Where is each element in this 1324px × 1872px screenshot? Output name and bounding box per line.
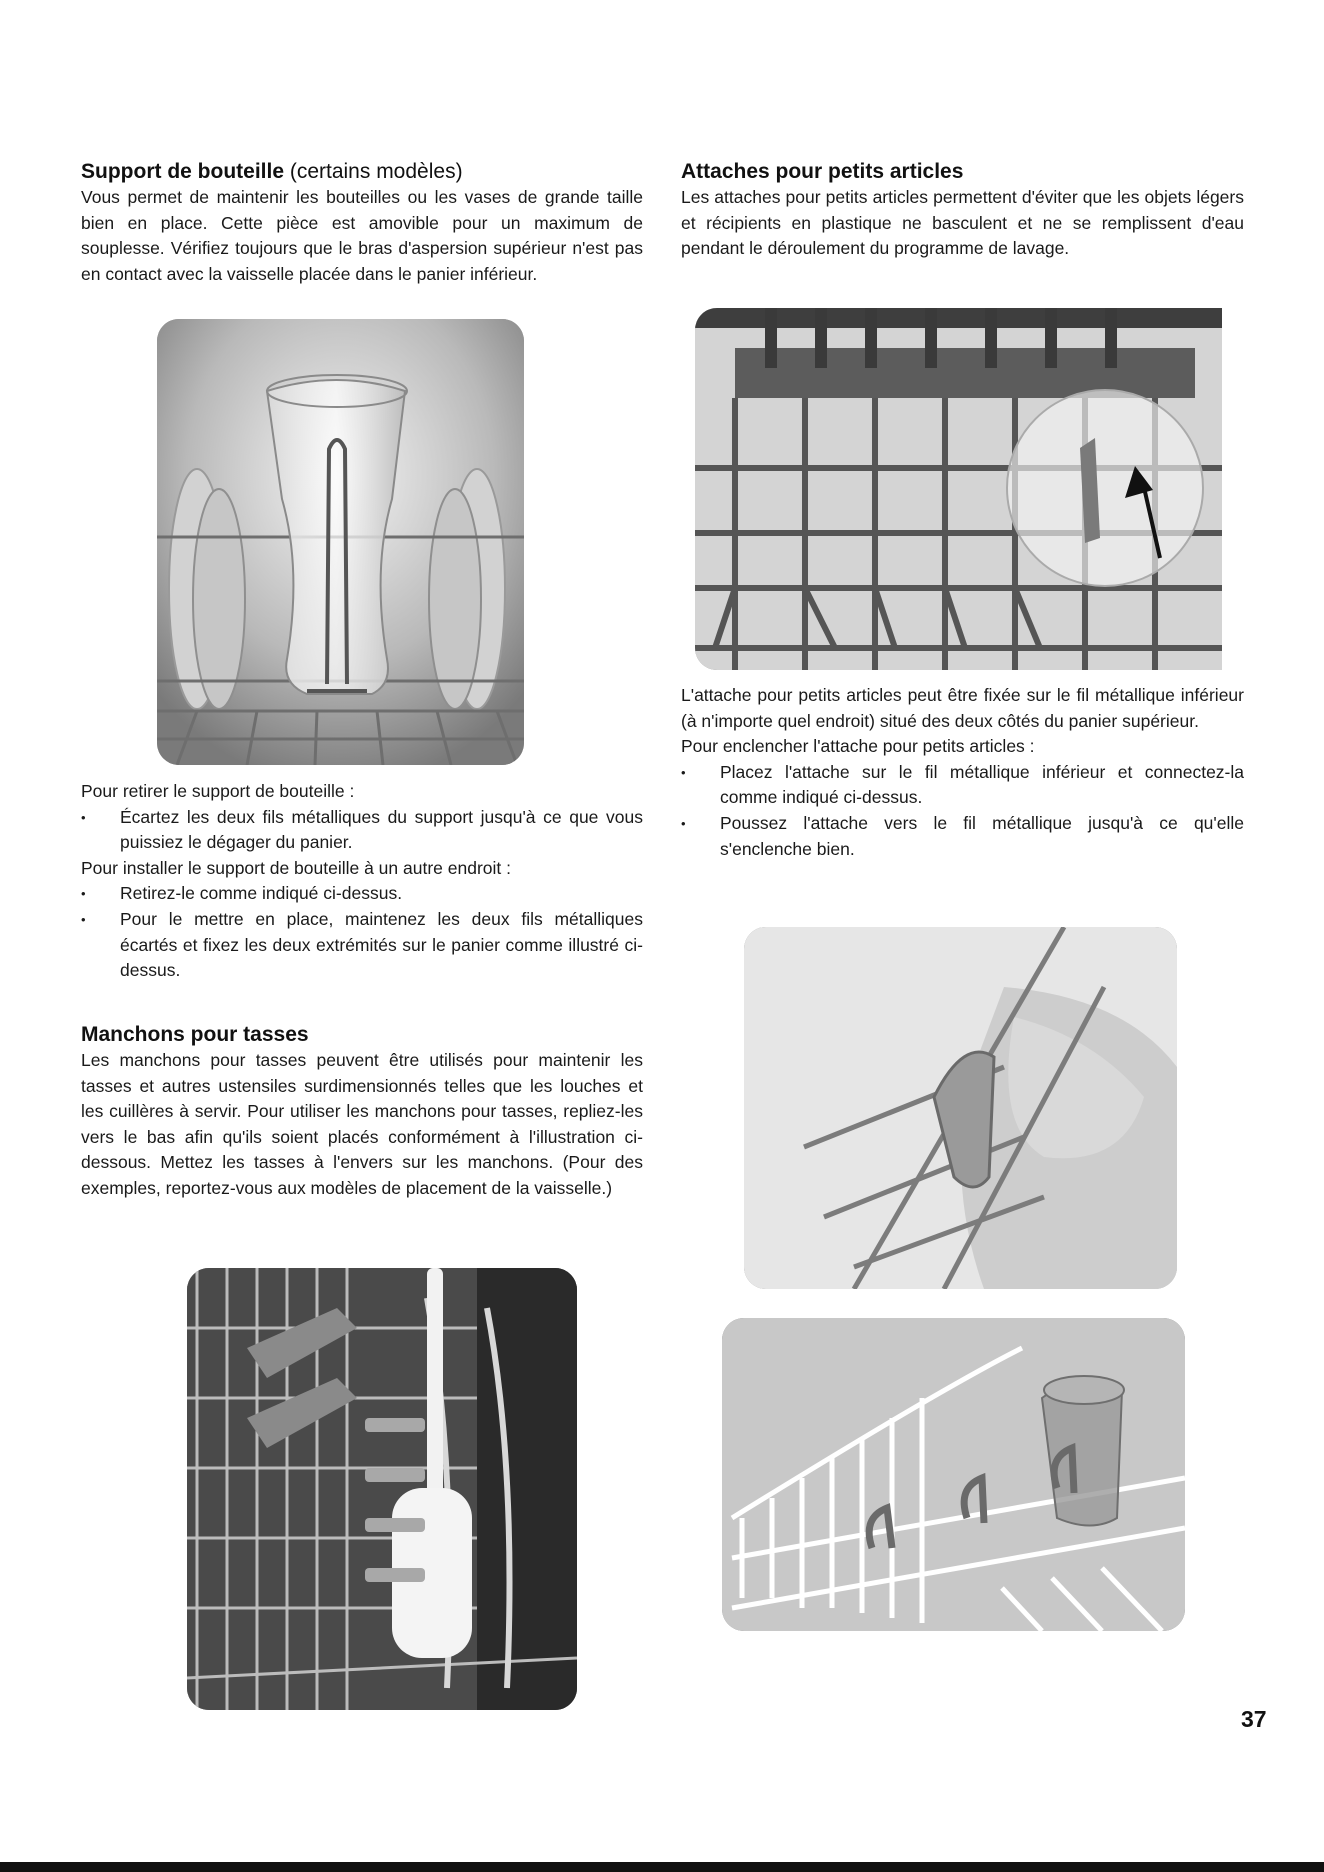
- small-item-clips-photo: [695, 308, 1222, 670]
- list-item: • Retirez-le comme indiqué ci-dessus.: [81, 881, 643, 907]
- bottle-holder-body: Vous permet de maintenir les bouteilles ou les vases de grande taille bien en place. Cette pièce est amovible pour un maximum de souplesse. Vérifiez toujours que le bras d'aspersion supérieur n'est pas en contact avec la vaisselle placée dans le panier inférieur.: [81, 187, 643, 284]
- list-item: • Placez l'attache sur le fil métallique inférieur et connectez-la comme indiqué ci-dessus.: [681, 760, 1244, 811]
- bottle-holder-title-note: (certains modèles): [284, 160, 463, 183]
- bottle-holder-title: Support de bouteille (certains modèles): [81, 160, 463, 183]
- bottom-rule: [0, 1862, 1324, 1872]
- list-item: • Pour le mettre en place, maintenez les deux fils métalliques écartés et fixez les deux extrémités sur le panier comme illustré ci-dessus.: [81, 907, 643, 984]
- remove-steps: [81, 805, 643, 856]
- cup-shelves-section: [81, 1021, 643, 1202]
- cup-shelves-body: Les manchons pour tasses peuvent être utilisés pour maintenir les tasses et autres ustensiles surdimensionnés telles que les louches et les cuillères à servir. Pour utiliser les manchons pour tasses, repliez-les vers le bas afin qu'ils soient placés conformément à l'illustration ci-dessous. Mettez les tasses à l'envers sur les manchons. (Pour des exemples, reportez-vous aux modèles de placement de la vaisselle.): [81, 1050, 643, 1198]
- engage-intro: Pour enclencher l'attache pour petits articles :: [681, 736, 1035, 757]
- page-number: 37: [1241, 1706, 1267, 1732]
- small-item-clips-title: Attaches pour petits articles: [681, 160, 964, 183]
- small-item-clips-instructions: [681, 683, 1244, 862]
- cup-shelves-title: Manchons pour tasses: [81, 1023, 309, 1046]
- small-item-clips-body: Les attaches pour petits articles permettent d'éviter que les objets légers et récipients en plastique ne basculent et ne se remplissent d'eau pendant le déroulement du programme de lavage.: [681, 187, 1244, 259]
- install-steps: [81, 881, 643, 983]
- list-item: • Écartez les deux fils métalliques du support jusqu'à ce que vous puissiez le dégager du panier.: [81, 805, 643, 856]
- remove-intro: Pour retirer le support de bouteille :: [81, 781, 355, 801]
- list-item: • Poussez l'attache vers le fil métallique jusqu'à ce qu'elle s'enclenche bien.: [681, 811, 1244, 862]
- cup-shelves-photo: [187, 1268, 577, 1710]
- clip-attach-photo: [744, 927, 1177, 1289]
- small-item-clips-body-2: L'attache pour petits articles peut être fixée sur le fil métallique inférieur (à n'importe quel endroit) situé des deux côtés du panier supérieur.: [681, 685, 1244, 731]
- engage-steps: [681, 760, 1244, 862]
- left-column: [81, 158, 643, 287]
- bottle-holder-photo: [157, 319, 524, 765]
- bottle-holder-instructions: [81, 779, 643, 984]
- right-column: [681, 158, 1244, 262]
- clip-cup-illustration: [722, 1318, 1185, 1631]
- install-intro: Pour installer le support de bouteille à un autre endroit :: [81, 857, 511, 878]
